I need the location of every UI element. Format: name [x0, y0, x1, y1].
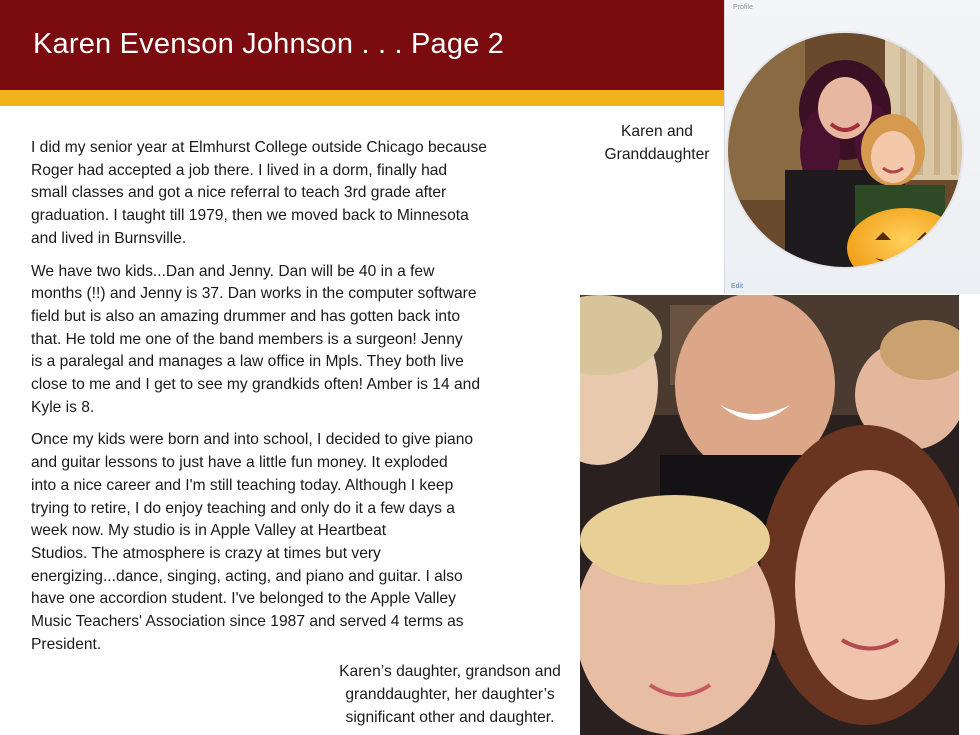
profile-label: Profile — [733, 4, 753, 11]
body-text — [31, 137, 551, 666]
caption-karen-granddaughter: Karen and Granddaughter — [604, 123, 710, 163]
page-title: Karen Evenson Johnson . . . Page 2 — [33, 28, 505, 60]
photo-karen-granddaughter — [724, 0, 980, 294]
paragraph-family: We have two kids...Dan and Jenny. Dan will be 40 in a few months (!!) and Jenny is 37. Dan works in the computer software field but is also an amazing drummer and has gotten back into that. He told me one of the band members is a surgeon! Jenny is a paralegal and manages a law office in Mpls. They both live close to me and I get to see my grandkids often! Amber is 14 and Kyle is 8. — [31, 262, 481, 416]
caption-family-selfie: Karen’s daughter, grandson and granddaughter, her daughter’s significant other and daughter. — [339, 663, 561, 726]
circle-photo — [725, 0, 980, 294]
paragraph-college: I did my senior year at Elmhurst College outside Chicago because Roger had accepted a job there. I lived in a dorm, finally had small classes and got a nice referral to teach 3rd grade after graduation. I taught till 1979, then we moved back to Minnesota and lived in Burnsville. — [31, 139, 487, 247]
edit-link[interactable]: Edit — [731, 283, 744, 290]
paragraph-career: Once my kids were born and into school, I decided to give piano and guitar lessons to just have a little fun money. It exploded into a nice career and I'm still teaching today. Although I keep trying to retire, I do enjoy teaching and only do it a few days a week now. My studio is in Apple Valley at Heartbeat Studios. The atmosphere is crazy at times but very energizing...dance, singing, acting, and piano and guitar. I also have one accordion student. I've belonged to the Apple Valley Music Teachers' Association since 1987 and served 4 terms as President. — [31, 431, 474, 653]
photo-family-selfie — [580, 295, 959, 735]
